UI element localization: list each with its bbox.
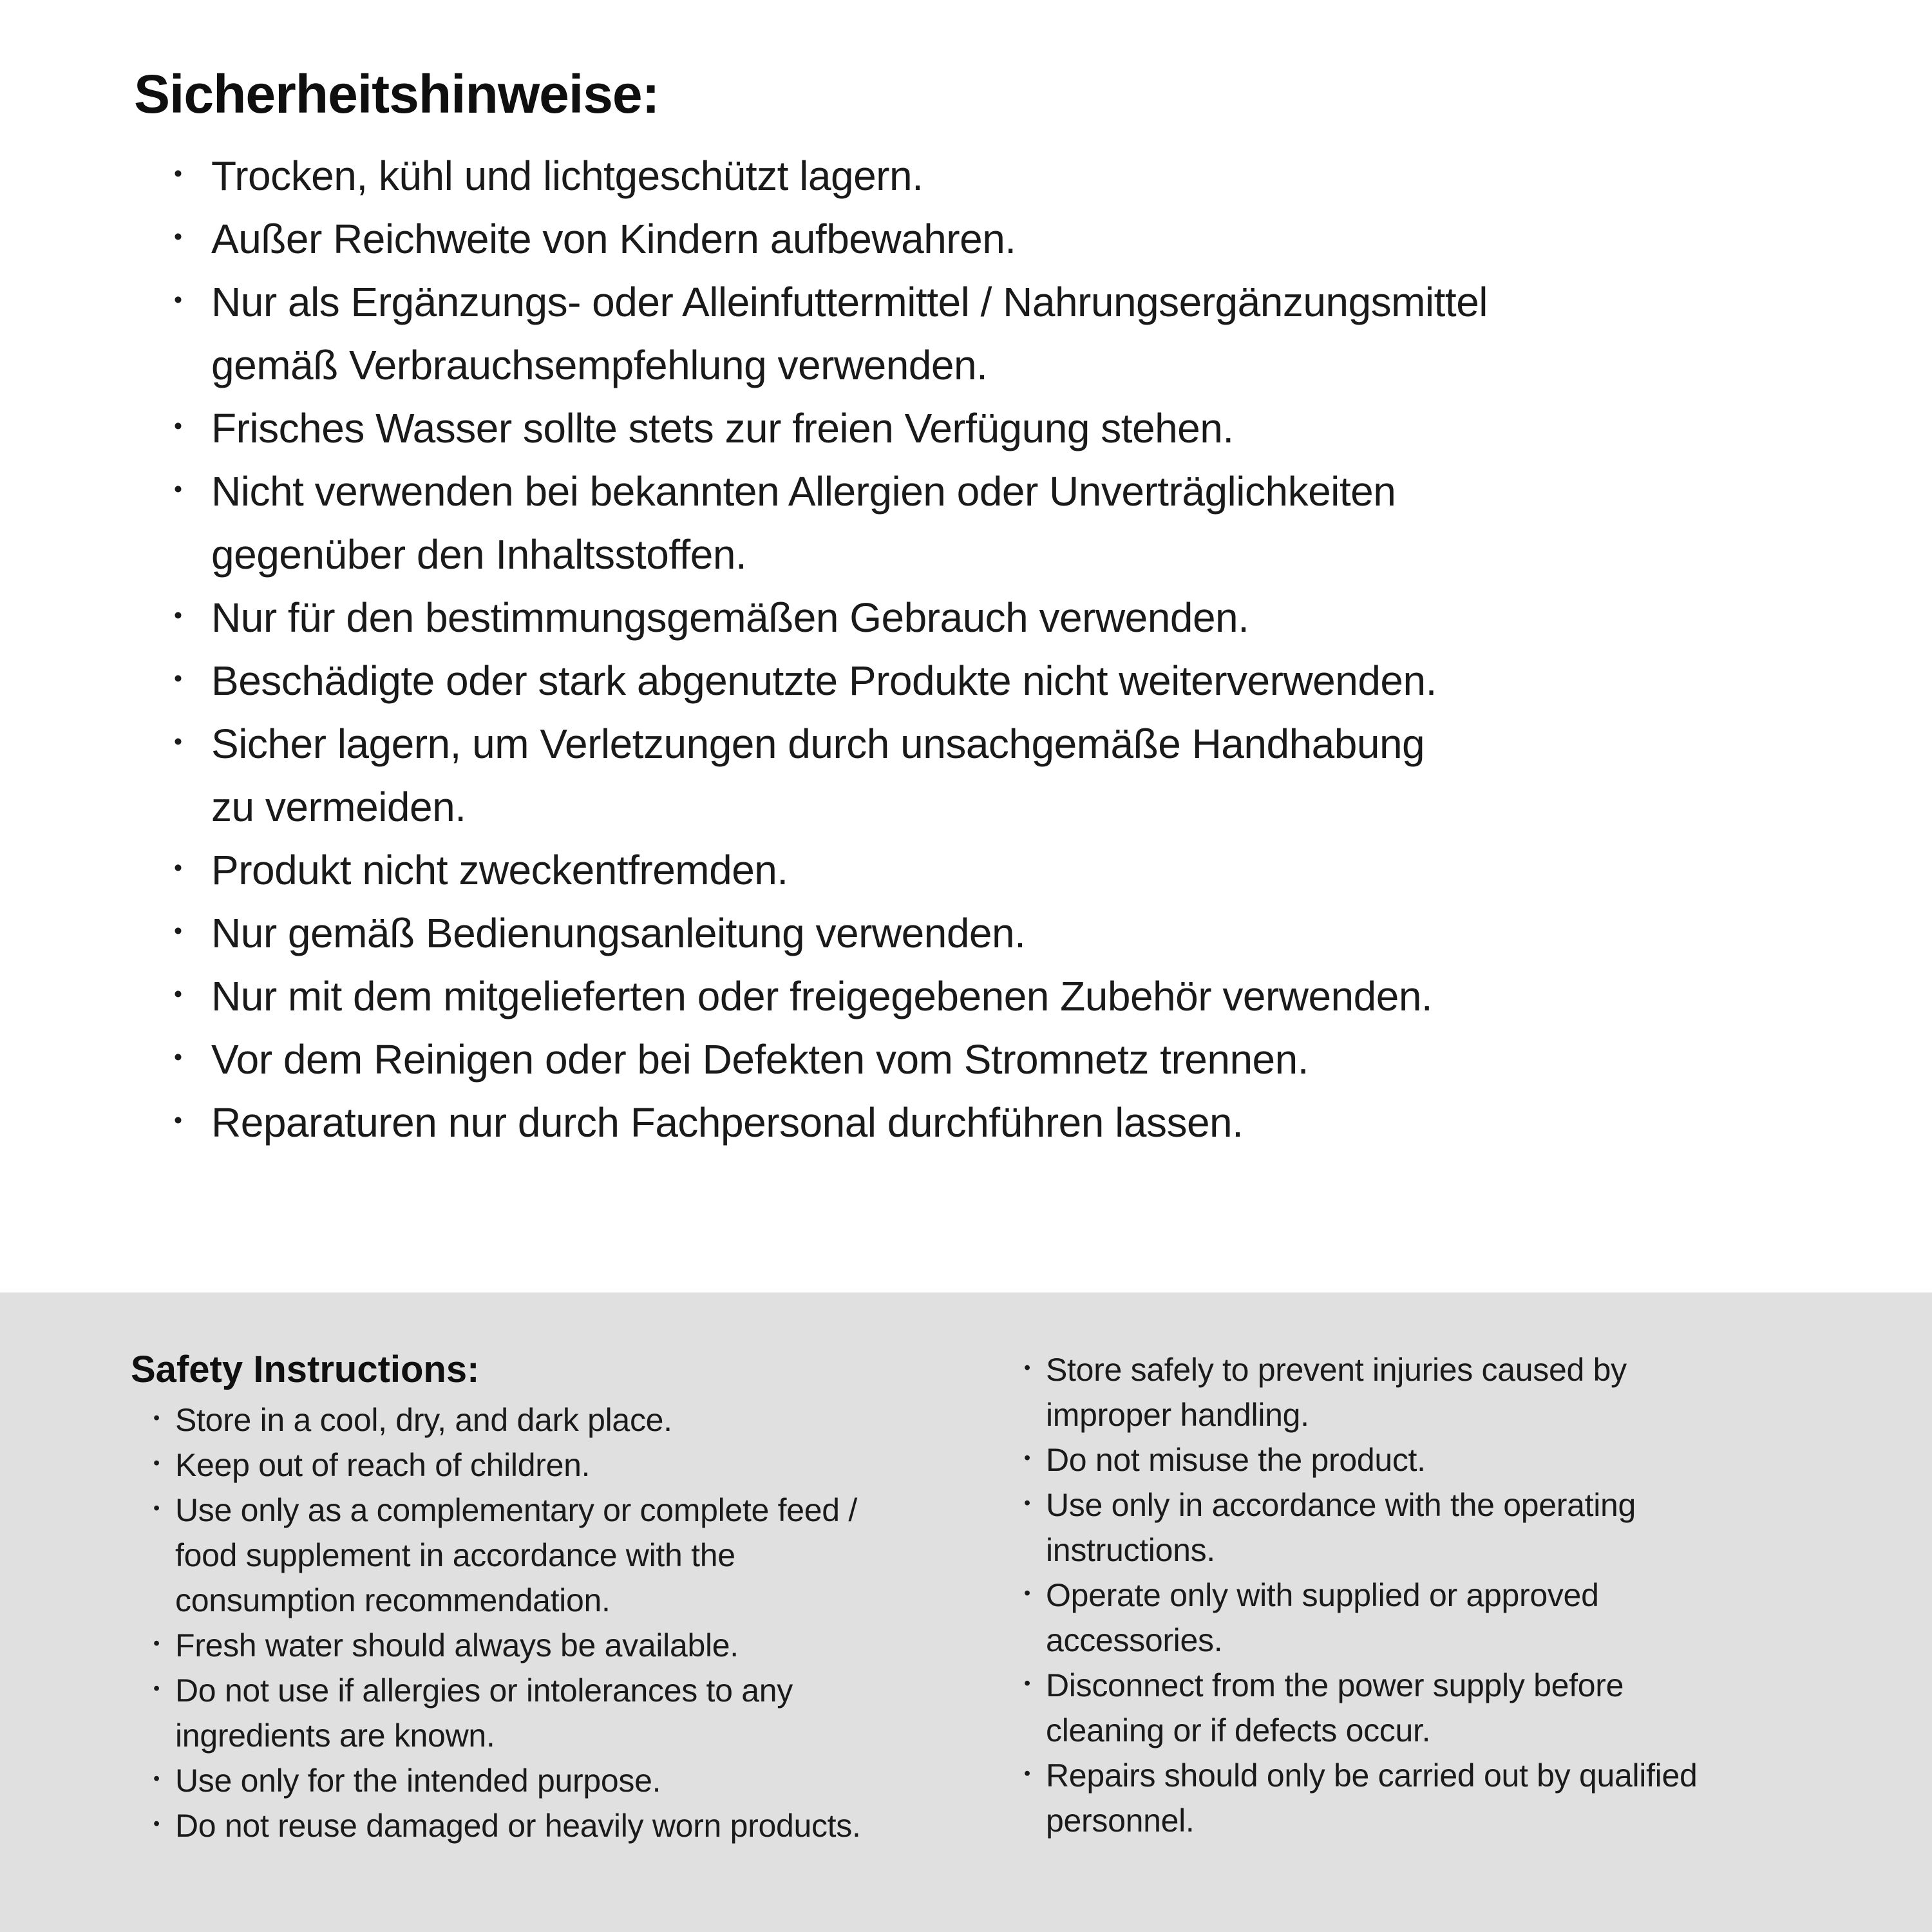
list-item-line: Beschädigte oder stark abgenutzte Produkte nicht weiterverwenden. [211,658,1437,705]
list-item-text [211,586,1855,649]
bullet-icon: • [174,727,182,755]
list-item-text [211,902,1855,965]
bullet-icon: • [153,1633,160,1654]
bullet-icon: • [174,159,182,187]
list-item-text [175,1397,982,1443]
list-item [174,1091,1855,1154]
list-item-text [1046,1573,1893,1663]
list-item-line: Nur mit dem mitgelieferten oder freigegebenen Zubehör verwenden. [211,973,1433,1020]
english-safety-list-right [1024,1347,1893,1843]
list-item [1024,1347,1893,1437]
list-item-line: Use only for the intended purpose. [175,1763,661,1799]
list-item-line: accessories. [1046,1622,1223,1658]
list-item-line: consumption recommendation. [175,1582,611,1618]
bullet-icon: • [153,1768,160,1789]
list-item-text [211,965,1855,1028]
list-item-text [1046,1437,1893,1482]
list-item-line: Do not reuse damaged or heavily worn products. [175,1808,861,1844]
list-item [1024,1753,1893,1843]
list-item [174,902,1855,965]
german-safety-list [134,144,1855,1154]
english-safety-list-left [131,1397,982,1848]
list-item-text [211,270,1855,397]
list-item-line: zu vermeiden. [211,784,466,831]
english-safety-section [0,1293,1932,1932]
list-item-line: Do not use if allergies or intolerances to any [175,1672,793,1709]
list-item-text [211,1091,1855,1154]
list-item-line: Repairs should only be carried out by qualified [1046,1757,1698,1794]
list-item-text [211,712,1855,838]
list-item-text [1046,1753,1893,1843]
list-item-text [175,1668,982,1758]
list-item-line: Außer Reichweite von Kindern aufbewahren. [211,216,1016,263]
list-item [153,1488,982,1623]
list-item-text [211,1028,1855,1091]
list-item-line: Trocken, kühl und lichtgeschützt lagern. [211,153,923,200]
list-item-line: instructions. [1046,1532,1215,1568]
bullet-icon: • [153,1497,160,1519]
bullet-icon: • [174,853,182,881]
list-item [174,712,1855,838]
list-item-line: Vor dem Reinigen oder bei Defekten vom Stromnetz trennen. [211,1036,1309,1083]
list-item [1024,1437,1893,1482]
list-item-line: Produkt nicht zweckentfremden. [211,847,788,894]
list-item [174,649,1855,712]
bullet-icon: • [174,222,182,250]
list-item-text [211,649,1855,712]
list-item-line: Nur für den bestimmungsgemäßen Gebrauch verwenden. [211,594,1249,641]
list-item-text [175,1443,982,1488]
list-item [174,586,1855,649]
list-item [153,1443,982,1488]
list-item [174,397,1855,460]
bullet-icon: • [1024,1763,1030,1784]
bullet-icon: • [174,916,182,944]
list-item-text [211,144,1855,207]
list-item [153,1668,982,1758]
bullet-icon: • [174,475,182,502]
list-item-text [211,460,1855,586]
list-item-text [175,1488,982,1623]
list-item-text [211,397,1855,460]
bullet-icon: • [1024,1357,1030,1378]
bullet-icon: • [153,1452,160,1473]
english-right-column [1024,1347,1893,1843]
list-item-line: improper handling. [1046,1397,1309,1433]
list-item [174,460,1855,586]
list-item-text [175,1623,982,1668]
list-item-line: Do not misuse the product. [1046,1442,1426,1478]
list-item [153,1758,982,1803]
list-item-line: Sicher lagern, um Verletzungen durch unsachgemäße Handhabung [211,721,1425,768]
list-item-line: Disconnect from the power supply before [1046,1667,1624,1703]
list-item [174,965,1855,1028]
list-item [1024,1573,1893,1663]
list-item-line: Use only as a complementary or complete feed / [175,1492,857,1528]
list-item [153,1623,982,1668]
bullet-icon: • [153,1407,160,1428]
english-left-column [131,1347,982,1848]
bullet-icon: • [174,664,182,692]
list-item [153,1397,982,1443]
bullet-icon: • [174,1043,182,1070]
list-item-line: Operate only with supplied or approved [1046,1577,1599,1613]
bullet-icon: • [153,1678,160,1699]
list-item-text [1046,1663,1893,1753]
bullet-icon: • [174,1106,182,1133]
list-item-line: Fresh water should always be available. [175,1627,739,1663]
bullet-icon: • [174,980,182,1007]
list-item-line: ingredients are known. [175,1718,495,1754]
list-item [174,838,1855,902]
list-item-line: Use only in accordance with the operating [1046,1487,1636,1523]
list-item-text [211,207,1855,270]
bullet-icon: • [174,601,182,629]
list-item-text [211,838,1855,902]
list-item-line: gemäß Verbrauchsempfehlung verwenden. [211,342,988,389]
bullet-icon: • [1024,1492,1030,1513]
list-item-line: Store in a cool, dry, and dark place. [175,1402,672,1438]
bullet-icon: • [1024,1447,1030,1468]
list-item [174,144,1855,207]
bullet-icon: • [174,285,182,313]
list-item [153,1803,982,1848]
list-item-line: Keep out of reach of children. [175,1447,591,1483]
list-item-line: Reparaturen nur durch Fachpersonal durchführen lassen. [211,1099,1244,1146]
list-item-line: cleaning or if defects occur. [1046,1712,1431,1748]
list-item [174,207,1855,270]
list-item [174,1028,1855,1091]
bullet-icon: • [174,412,182,439]
list-item-line: food supplement in accordance with the [175,1537,735,1573]
list-item [174,270,1855,397]
list-item [1024,1663,1893,1753]
bullet-icon: • [153,1813,160,1834]
list-item-line: Nur gemäß Bedienungsanleitung verwenden. [211,910,1026,957]
list-item-line: Nur als Ergänzungs- oder Alleinfuttermittel / Nahrungsergänzungsmittel [211,279,1488,326]
list-item-line: Nicht verwenden bei bekannten Allergien oder Unverträglichkeiten [211,468,1396,515]
list-item-text [1046,1347,1893,1437]
list-item-text [175,1758,982,1803]
list-item [1024,1482,1893,1573]
list-item-line: Frisches Wasser sollte stets zur freien Verfügung stehen. [211,405,1234,452]
german-section-title: Sicherheitshinweise: [134,64,659,124]
list-item-text [1046,1482,1893,1573]
list-item-line: gegenüber den Inhaltsstoffen. [211,531,747,578]
bullet-icon: • [1024,1582,1030,1604]
list-item-line: Store safely to prevent injuries caused by [1046,1352,1627,1388]
bullet-icon: • [1024,1672,1030,1694]
list-item-line: personnel. [1046,1803,1195,1839]
list-item-text [175,1803,982,1848]
english-section-title: Safety Instructions: [131,1349,480,1390]
